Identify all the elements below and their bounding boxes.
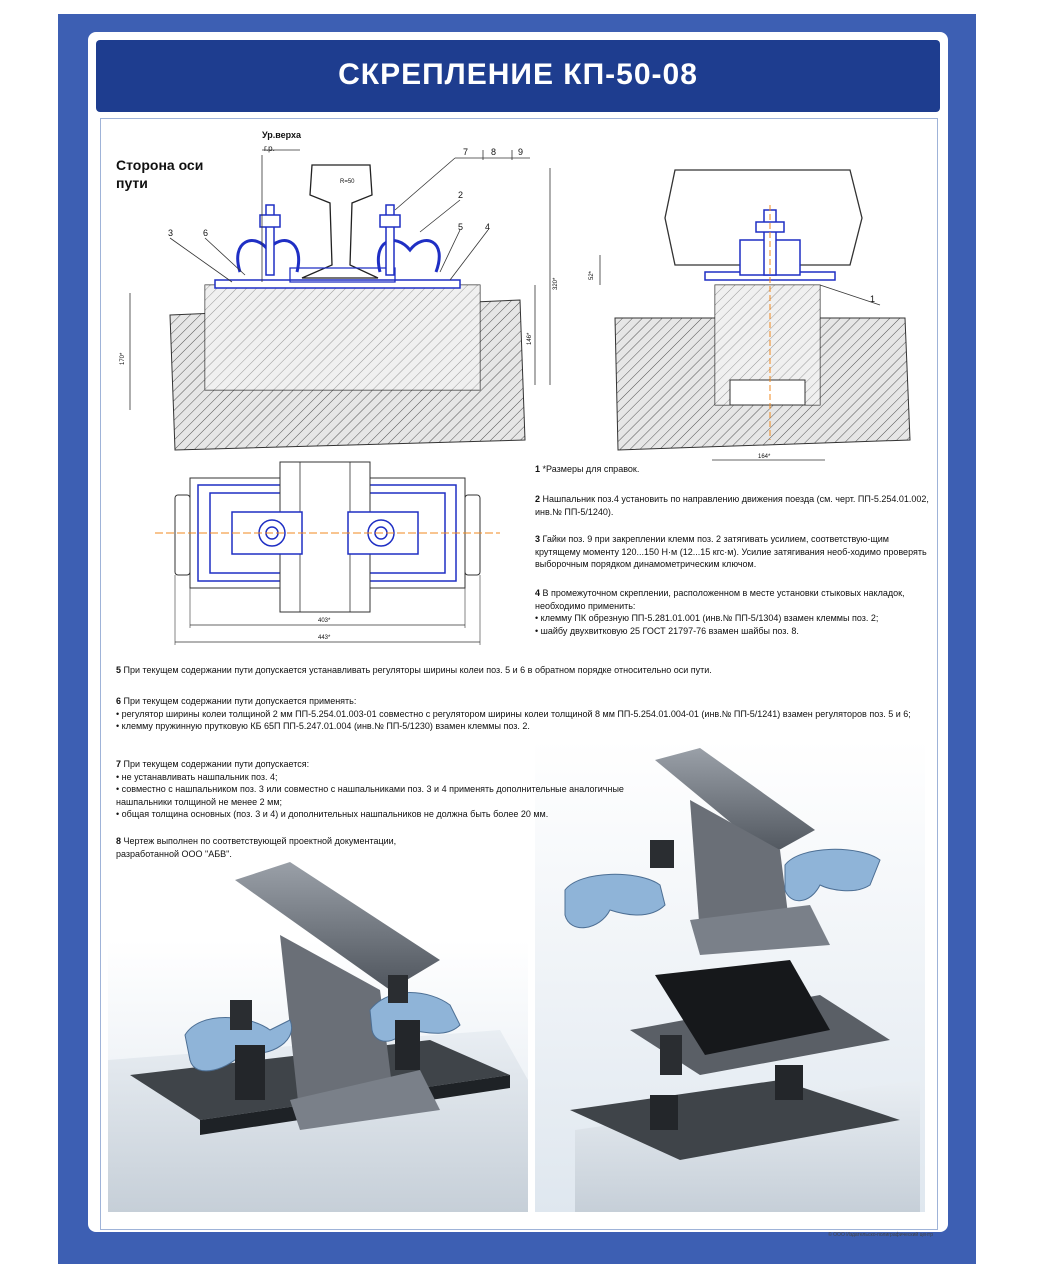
note-5: 5 При текущем содержании пути допускается устанавливать регуляторы ширины колеи поз. 5 и 6 в обратном порядке относительно оси пути. <box>116 665 712 675</box>
side-label: Сторона оси <box>116 157 204 173</box>
note-2: 2 Нашпальник поз.4 установить по направлению движения поезда (см. черт. ПП-5.254.01.002, инв.№ ПП-5/1240). <box>535 494 929 517</box>
dim-height-total: 320* <box>553 277 559 290</box>
pos-5: 5 <box>458 222 464 232</box>
dim-width-side: 164* <box>758 454 771 460</box>
note-6: 6 При текущем содержании пути допускается применять: • регулятор ширины колеи толщиной 2 мм ПП-5.254.01.003-01 совместно с регулятором ширины колеи толщиной 8 мм ПП-5.254.01.004-01 (инв.№ ПП-5/1241) взамен регуляторов поз. 5 и 6; • клемму пружинную прутковую КБ 65П ПП-5.247.01.004 (инв.№ ПП-5/1230) взамен клеммы поз. 2. <box>116 696 911 731</box>
dim-rail-radius: R=50 <box>340 179 355 185</box>
nut-3d-right <box>388 975 408 1003</box>
note-3: 3 Гайки поз. 9 при закреплении клемм поз. 2 затягивать усилием, соответствую-щим крутящему моменту 120...150 Н·м (12...15 кгс·м). Усилие затягивания необ-ходимо проверять выборочным порядком динамометрическим ключом. <box>535 534 927 569</box>
dim-width-outer: 443* <box>318 635 331 641</box>
cross-section-left <box>130 150 550 450</box>
cross-section-right <box>600 170 910 460</box>
copyright: © ООО Издательско-полиграфический центр <box>828 1232 933 1238</box>
dim-width-inner: 403* <box>318 618 331 624</box>
render-assembled <box>108 862 528 1212</box>
dim-height-left: 170* <box>120 352 126 365</box>
bolt-exploded <box>660 1035 682 1075</box>
pos-8: 8 <box>491 147 497 157</box>
rail-head-label: г.р. <box>264 144 275 153</box>
note-8: 8 Чертеж выполнен по соответствующей проектной документации, разработанной ООО "АБВ". <box>116 836 397 859</box>
page-title: СКРЕПЛЕНИЕ КП-50-08 <box>338 58 698 91</box>
pos-6: 6 <box>203 228 209 238</box>
pos-1: 1 <box>870 294 876 304</box>
pos-4: 4 <box>485 222 491 232</box>
dim-height-right: 146* <box>527 332 533 345</box>
top-level-label: Ур.верха <box>262 130 302 140</box>
note-4: 4 В промежуточном скреплении, расположенном в месте установки стыковых накладок, необходимо применить: • клемму ПК обрезную ПП-5.281.01.001 (инв.№ ПП-5/1304) взамен клеммы поз. 2; • шайбу двухвитковую 25 ГОСТ 21797-76 взамен шайбы поз. 8. <box>535 588 905 636</box>
pad-plate <box>215 280 460 288</box>
pos-3: 3 <box>168 228 174 238</box>
note-1: 1 *Размеры для справок. <box>535 464 640 474</box>
pos-7: 7 <box>463 147 469 157</box>
nut-exploded <box>650 840 674 868</box>
pos-9: 9 <box>518 147 524 157</box>
dim-height-small: 52* <box>589 270 595 280</box>
note-7: 7 При текущем содержании пути допускается: • не устанавливать нашпальник поз. 4; • совместно с нашпальником поз. 3 или совместно с нашпальниками поз. 3 и 4 применять дополнительные аналогичные нашпальники толщиной не менее 2 мм; • общая толщина основных (поз. 3 и 4) и дополнительных нашпальников не должна быть более 20 мм. <box>116 759 624 819</box>
pos-2: 2 <box>458 190 464 200</box>
nut-3d-left <box>230 1000 252 1030</box>
svg-text:пути: пути <box>116 175 148 191</box>
